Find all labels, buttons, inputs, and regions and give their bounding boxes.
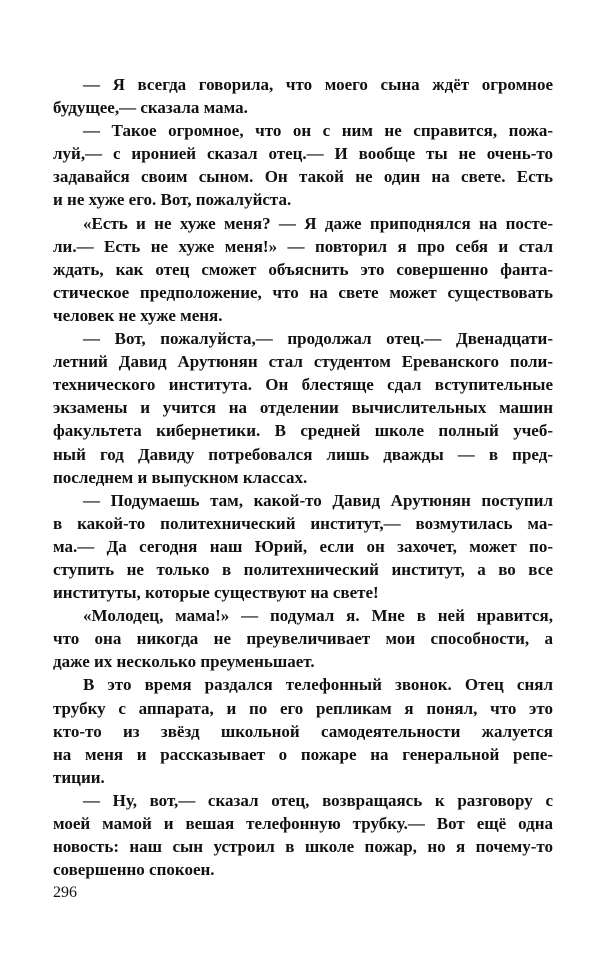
text-line: летний Давид Арутюнян стал студентом Ереванского поли-	[53, 352, 553, 372]
text-line: ступить не только в политехнический институт, а во все	[53, 559, 553, 579]
paragraph	[53, 212, 553, 327]
text-line: В это время раздался телефонный звонок. Отец снял	[83, 675, 553, 695]
page-number: 296	[53, 884, 77, 901]
paragraph	[53, 489, 553, 604]
paragraph	[53, 673, 553, 788]
text-line: ный год Давиду потребовался лишь дважды — в пред-	[53, 444, 553, 464]
text-line: в какой-то политехнический институт,— возмутилась ма-	[53, 513, 553, 533]
book-page-text	[53, 73, 553, 881]
paragraph	[53, 604, 553, 673]
text-line: даже их несколько преуменьшает.	[53, 652, 315, 672]
text-line: кто-то из звёзд школьной самодеятельности жалуется	[53, 721, 553, 741]
text-line: совершенно спокоен.	[53, 860, 215, 880]
paragraph	[53, 327, 553, 489]
text-line: трубку с аппарата, и по его репликам я понял, что это	[53, 698, 553, 718]
text-line: ли.— Есть не хуже меня!» — повторил я про себя и стал	[53, 236, 553, 256]
text-line: будущее,— сказала мама.	[53, 98, 248, 118]
paragraph	[53, 119, 553, 211]
text-line: — Подумаешь там, какой-то Давид Арутюнян поступил	[83, 490, 553, 510]
text-line: — Ну, вот,— сказал отец, возвращаясь к разговору с	[83, 790, 553, 810]
text-line: тиции.	[53, 767, 105, 787]
text-line: что она никогда не преувеличивает мои способности, а	[53, 629, 553, 649]
text-line: луй,— с иронией сказал отец.— И вообще ты не очень-то	[53, 144, 553, 164]
text-line: экзамены и учится на отделении вычислительных машин	[53, 398, 553, 418]
text-line: на меня и рассказывает о пожаре на генеральной репе-	[53, 744, 553, 764]
text-line: — Я всегда говорила, что моего сына ждёт огромное	[83, 75, 553, 94]
text-line: ждать, как отец сможет объяснить это совершенно фанта-	[53, 259, 553, 279]
text-line: технического института. Он блестяще сдал вступительные	[53, 375, 553, 395]
text-line: новость: наш сын устроил в школе пожар, но я почему-то	[53, 837, 553, 857]
text-line: «Есть и не хуже меня? — Я даже приподнялся на посте-	[83, 213, 553, 233]
text-line: моей мамой и вешая телефонную трубку.— Вот ещё одна	[53, 814, 553, 833]
text-line: — Вот, пожалуйста,— продолжал отец.— Двенадцати-	[83, 329, 553, 349]
text-line: — Такое огромное, что он с ним не справится, пожа-	[83, 121, 553, 141]
text-line: задавайся своим сыном. Он такой не один на свете. Есть	[53, 167, 553, 187]
text-line: человек не хуже меня.	[53, 305, 223, 325]
text-line: ма.— Да сегодня наш Юрий, если он захочет, может по-	[53, 536, 553, 556]
text-line: и не хуже его. Вот, пожалуйста.	[53, 190, 292, 210]
text-line: факультета кибернетики. В средней школе полный учеб-	[53, 421, 553, 441]
paragraph	[53, 789, 553, 881]
text-line: стическое предположение, что на свете может существовать	[53, 282, 553, 302]
text-line: последнем и выпускном классах.	[53, 467, 308, 487]
text-line: институты, которые существуют на свете!	[53, 583, 379, 603]
paragraph	[53, 73, 553, 119]
text-line: «Молодец, мама!» — подумал я. Мне в ней нравится,	[83, 606, 553, 626]
